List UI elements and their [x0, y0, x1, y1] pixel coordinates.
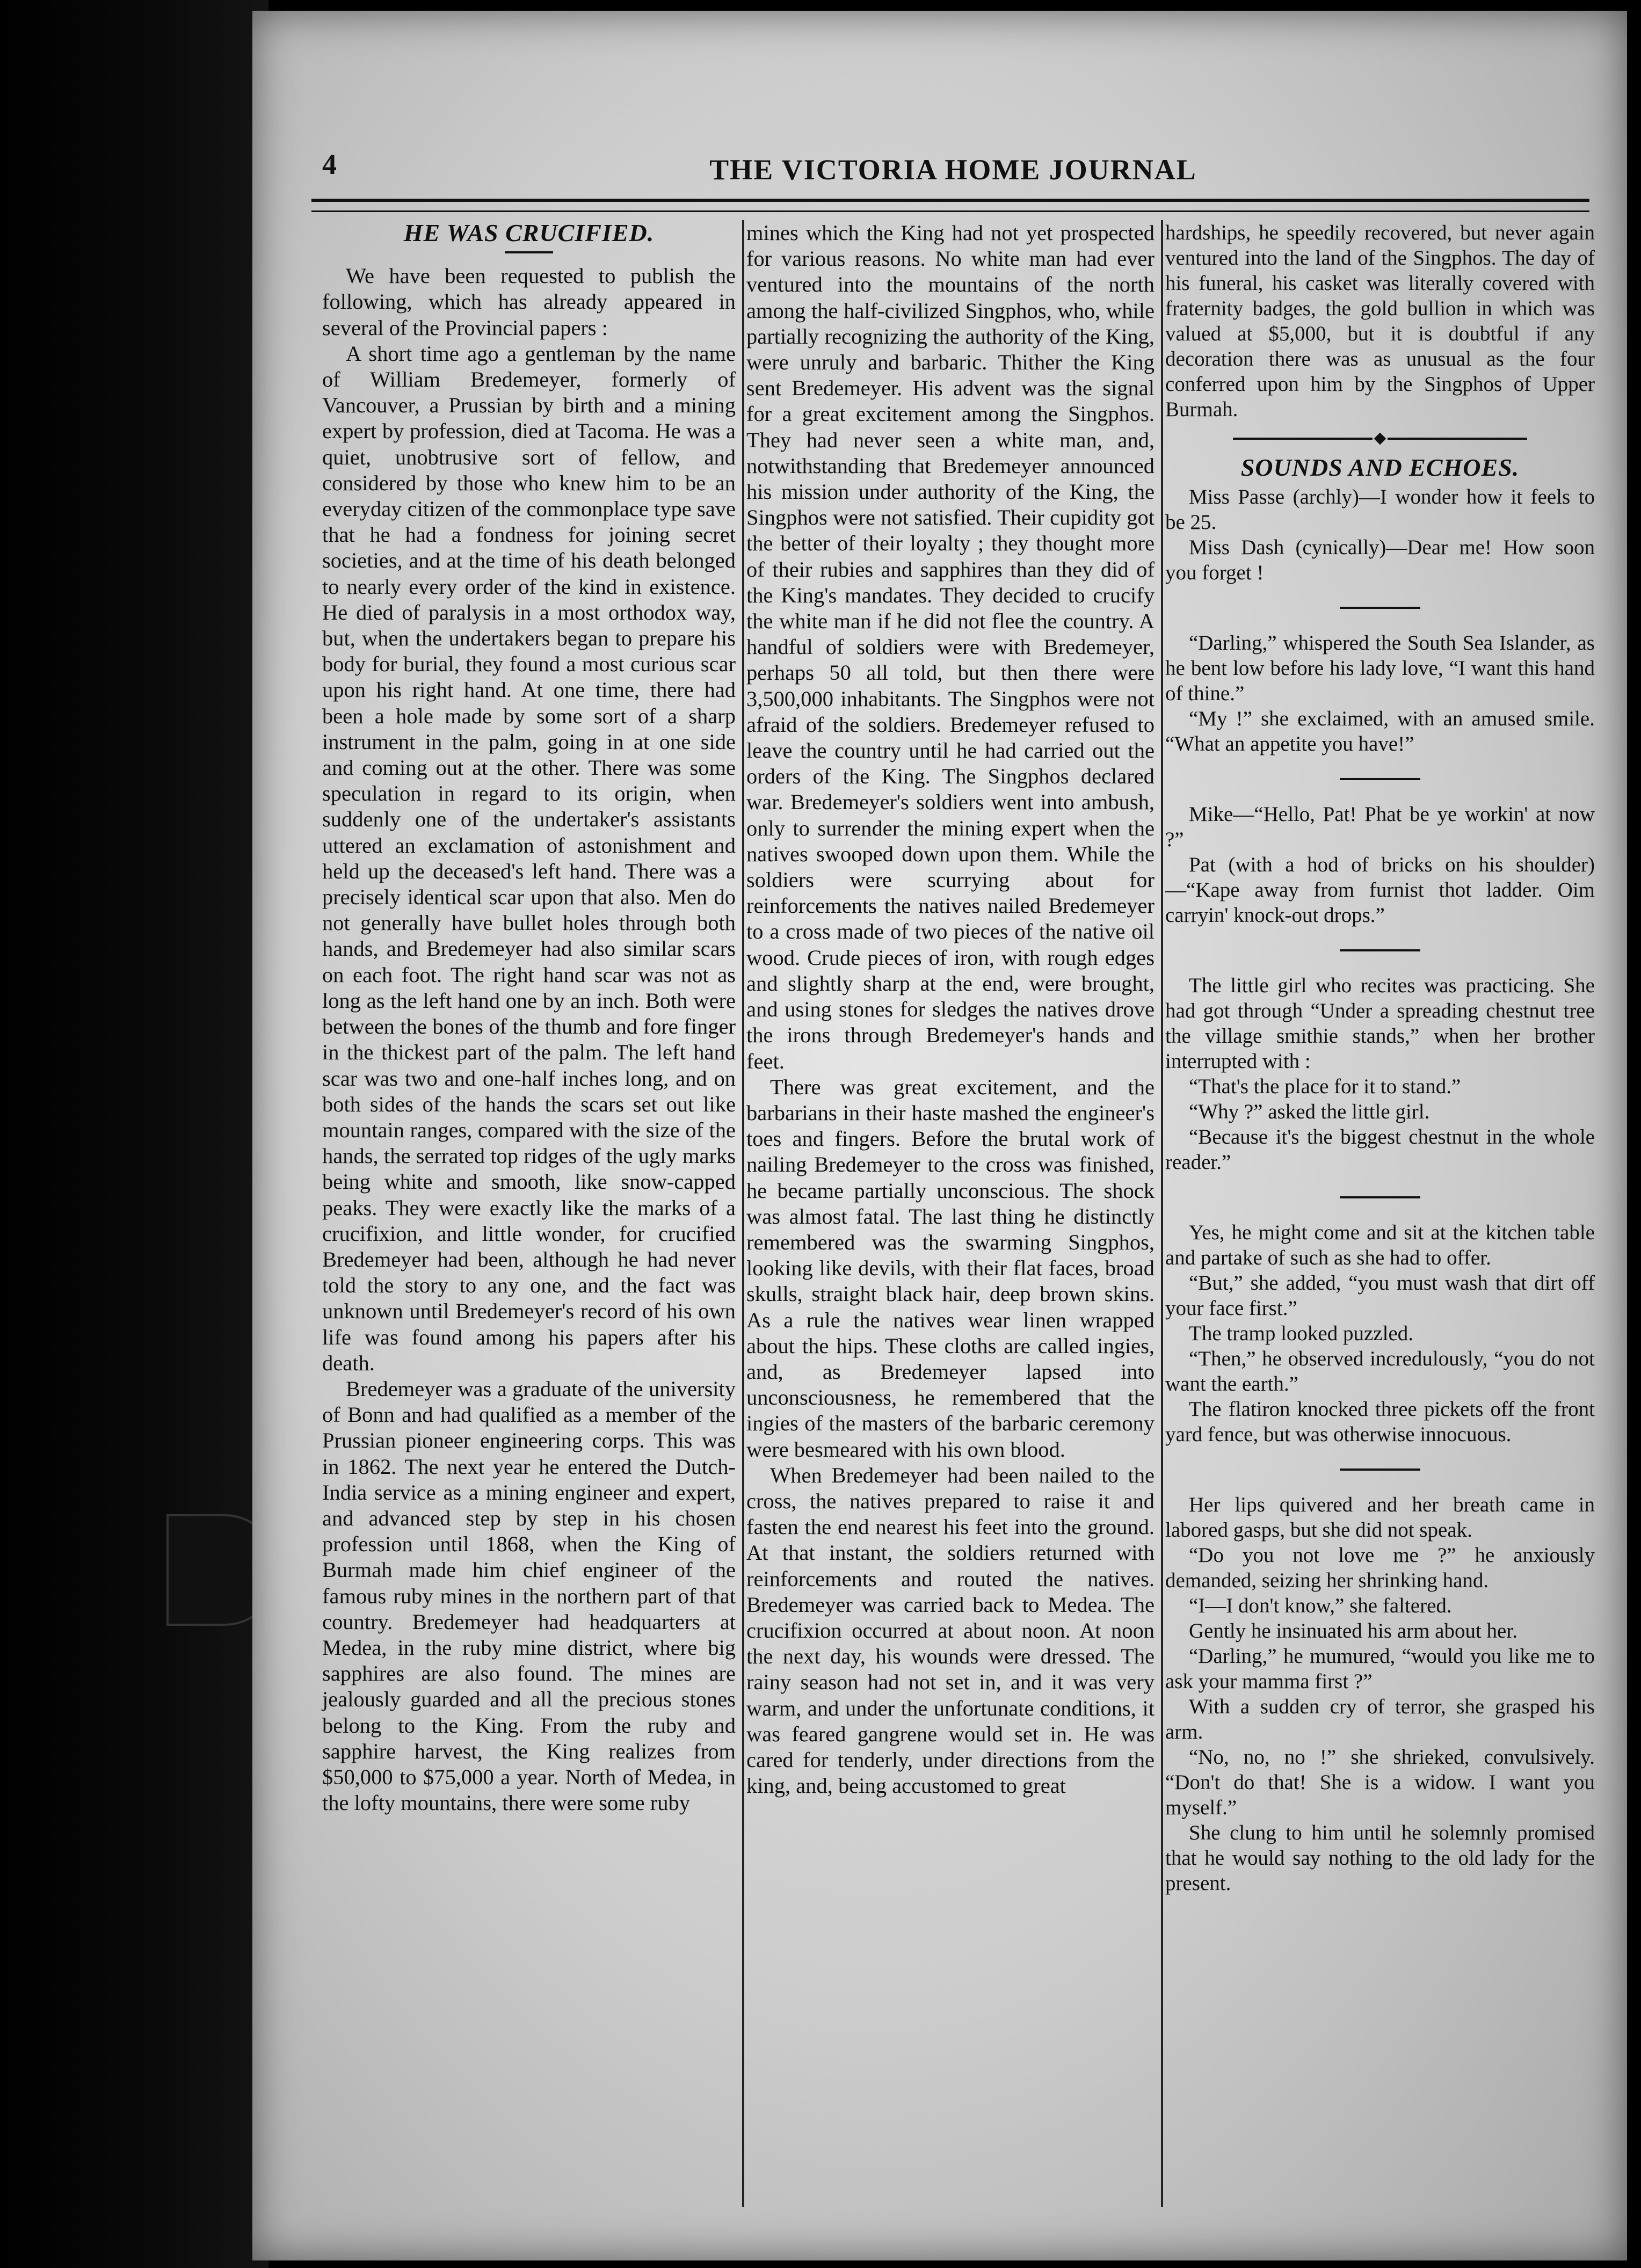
page-number: 4 — [322, 148, 337, 180]
article-paragraph: When Bredemeyer had been nailed to the cross, the natives prepared to raise it and fasten the end nearest his feet into the ground. At that instant, the soldiers returned with reinforcements and routed the natives. Bredemeyer was carried back to Medea. The crucifixion occurred at about noon. At noon the next day, his wounds were dressed. The rainy season had not set in, and it was very warm, and under the unfortunate conditions, it was feared gangrene would set in. He was cared for tenderly, under directions from the king, and, being accustomed to great — [746, 1463, 1154, 1798]
joke-line: With a sudden cry of terror, she grasped his arm. — [1165, 1695, 1595, 1743]
joke-line: “Why ?” asked the little girl. — [1189, 1100, 1430, 1123]
joke-line: “No, no, no !” she shrieked, convulsively. “Don't do that! She is a widow. I want you myself.” — [1165, 1746, 1595, 1819]
joke-line: Her lips quivered and her breath came in labored gasps, but she did not speak. — [1165, 1493, 1595, 1542]
article-paragraph: hardships, he speedily recovered, but never again ventured into the land of the Singphos. The day of his funeral, his casket was literally covered with fraternity badges, the gold bullion in which was valued at $5,000, but it is doubtful if any decoration there was as unusual as the four conferred upon him by the Singphos of Upper Burmah. — [1165, 221, 1595, 421]
joke-separator — [1340, 778, 1420, 780]
joke-separator — [1340, 607, 1420, 609]
joke-separator — [1340, 1196, 1420, 1198]
column-rule — [742, 220, 744, 2207]
newspaper-page — [252, 11, 1627, 2260]
joke-line: “Darling,” he mumured, “would you like me to ask your mamma first ?” — [1165, 1645, 1595, 1693]
article-paragraph: There was great excitement, and the barbarians in their haste mashed the engineer's toes and fingers. Before the brutal work of nailing Bredemeyer to the cross was finished, he became partially unconscious. The shock was almost fatal. The last thing he distinctly remembered was the swarming Singphos, looking like devils, with their flat faces, broad skulls, straight black hair, deep brown skins. As a rule the natives wear linen wrapped about the hips. These cloths are called ingies, and, as Bredemeyer lapsed into unconsciousness, he remembered that the ingies of the masters of the barbaric ceremony were besmeared with his own blood. — [746, 1074, 1154, 1462]
column-2 — [746, 220, 1154, 1799]
joke-line: She clung to him until he solemnly promised that he would say nothing to the old lady for the present. — [1165, 1821, 1595, 1895]
joke-separator — [1340, 949, 1420, 951]
joke-line: Miss Dash (cynically)—Dear me! How soon you forget ! — [1165, 536, 1595, 584]
column-3 — [1165, 220, 1595, 1896]
joke-line: Mike—“Hello, Pat! Phat be ye workin' at now ?” — [1165, 803, 1595, 851]
article-paragraph: Bredemeyer was a graduate of the university of Bonn and had qualified as a member of the Prussian pioneer engineering corps. This was in 1862. The next year he entered the Dutch-India service as a mining engineer and expert, and advanced step by step in his chosen profession until 1868, when the King of Burmah made him chief engineer of the famous ruby mines in the northern part of that country. Bredemeyer had headquarters at Medea, in the ruby mine district, where big sapphires are also found. The mines are jealously guarded and all the precious stones belong to the King. From the ruby and sapphire harvest, the King realizes from $50,000 to $75,000 a year. North of Medea, in the lofty mountains, there were some ruby — [322, 1376, 736, 1815]
header-rule-thin — [311, 210, 1589, 212]
joke-line: The little girl who recites was practicing. She had got through “Under a spreading chestnut tree the village smithie stands,” when her brother interrupted with : — [1165, 974, 1595, 1073]
joke-line: Gently he insinuated his arm about her. — [1189, 1619, 1517, 1642]
joke-line: “Then,” he observed incredulously, “you do not want the earth.” — [1165, 1347, 1595, 1395]
joke-line: “Do you not love me ?” he anxiously demanded, seizing her shrinking hand. — [1165, 1544, 1595, 1592]
book-spine — [0, 0, 268, 2268]
header-rule — [311, 199, 1589, 202]
column-rule — [1161, 220, 1163, 2207]
section-headline: SOUNDS AND ECHOES. — [1240, 454, 1520, 481]
headline-rule — [505, 251, 553, 253]
joke-line: The flatiron knocked three pickets off the front yard fence, but was otherwise innocuous. — [1165, 1398, 1595, 1446]
joke-line: Pat (with a hod of bricks on his shoulder)—“Kape away from furnist thot ladder. Oim carryin' knock-out drops.” — [1165, 853, 1595, 927]
joke-line: “Because it's the biggest chestnut in the whole reader.” — [1165, 1125, 1595, 1174]
joke-line: “My !” she exclaimed, with an amused smile. “What an appetite you have!” — [1165, 707, 1595, 755]
column-1 — [322, 220, 736, 1816]
joke-line: “That's the place for it to stand.” — [1189, 1075, 1461, 1098]
joke-line: “I—I don't know,” she faltered. — [1189, 1594, 1452, 1617]
joke-line: The tramp looked puzzled. — [1189, 1322, 1414, 1345]
article-headline: HE WAS CRUCIFIED. — [403, 219, 655, 246]
masthead: THE VICTORIA HOME JOURNAL — [709, 154, 1197, 186]
joke-line: “Darling,” whispered the South Sea Islander, as he bent low before his lady love, “I want this hand of thine.” — [1165, 631, 1595, 705]
joke-line: Miss Passe (archly)—I wonder how it feels to be 25. — [1165, 485, 1595, 534]
article-paragraph: We have been requested to publish the following, which has already appeared in several of the Provincial papers : — [322, 264, 736, 340]
section-ornament — [1165, 424, 1595, 449]
page-header — [322, 148, 1584, 212]
joke-line: “But,” she added, “you must wash that dirt off your face first.” — [1165, 1271, 1595, 1320]
joke-separator — [1340, 1469, 1420, 1471]
joke-line: Yes, he might come and sit at the kitchen table and partake of such as she had to offer. — [1165, 1221, 1595, 1269]
article-paragraph: mines which the King had not yet prospected for various reasons. No white man had ever ventured into the mountains of the north among the half-civilized Singphos, who, while partially recognizing the authority of the King, were unruly and barbaric. Thither the King sent Bredemeyer. His advent was the signal for a great excitement among the Singphos. They had never seen a white man, and, notwithstanding that Bredemeyer announced his mission under authority of the King, the Singphos were not satisfied. Their cupidity got the better of their loyalty ; they thought more of their rubies and sapphires than they did of the King's mandates. They decided to crucify the white man if he did not flee the country. A handful of soldiers were with Bredemeyer, perhaps 50 all told, but then there were 3,500,000 inhabitants. The Singphos were not afraid of the soldiers. Bredemeyer refused to leave the country until he had carried out the orders of the King. The Singphos declared war. Bredemeyer's soldiers went into ambush, only to surrender the mining expert when the natives swooped down upon them. While the soldiers were scurrying about for reinforcements the natives nailed Bredemeyer to a cross made of two pieces of the native oil wood. Crude pieces of iron, with rough edges and slightly sharp at the end, were brought, and using stones for sledges the natives drove the irons through Bredemeyer's hands and feet. — [746, 221, 1154, 1073]
article-paragraph: A short time ago a gentleman by the name of William Bredemeyer, formerly of Vancouver, a Prussian by birth and a mining expert by profession, died at Tacoma. He was a quiet, unobtrusive sort of fellow, and considered by those who knew him to be an everyday citizen of the commonplace type save that he had a fondness for joining secret societies, and at the time of his death belonged to nearly every order of the kind in existence. He died of paralysis in a most orthodox way, but, when the undertakers began to prepare his body for burial, they found a most curious scar upon his right hand. At one time, there had been a hole made by some sort of a sharp instrument in the palm, going in at one side and coming out at the other. There was some speculation in regard to its origin, when suddenly one of the undertaker's assistants uttered an exclamation of astonishment and held up the deceased's left hand. There was a precisely identical scar upon that also. Men do not generally have bullet holes through both hands, and Bredemeyer had also similar scars on each foot. The right hand scar was not as long as the left hand one by an inch. Both were between the bones of the thumb and fore finger in the thickest part of the palm. The left hand scar was two and one-half inches long, and on both sides of the hands the scars set out like mountain ranges, compared with the size of the hands, the serrated top ridges of the ugly marks being white and smooth, like snow-capped peaks. They were exactly like the marks of a crucifixion, and little wonder, for crucified Bredemeyer had been, although he had never told the story to any one, and the fact was unknown until Bredemeyer's record of his own life was found among his papers after his death. — [322, 341, 736, 1375]
